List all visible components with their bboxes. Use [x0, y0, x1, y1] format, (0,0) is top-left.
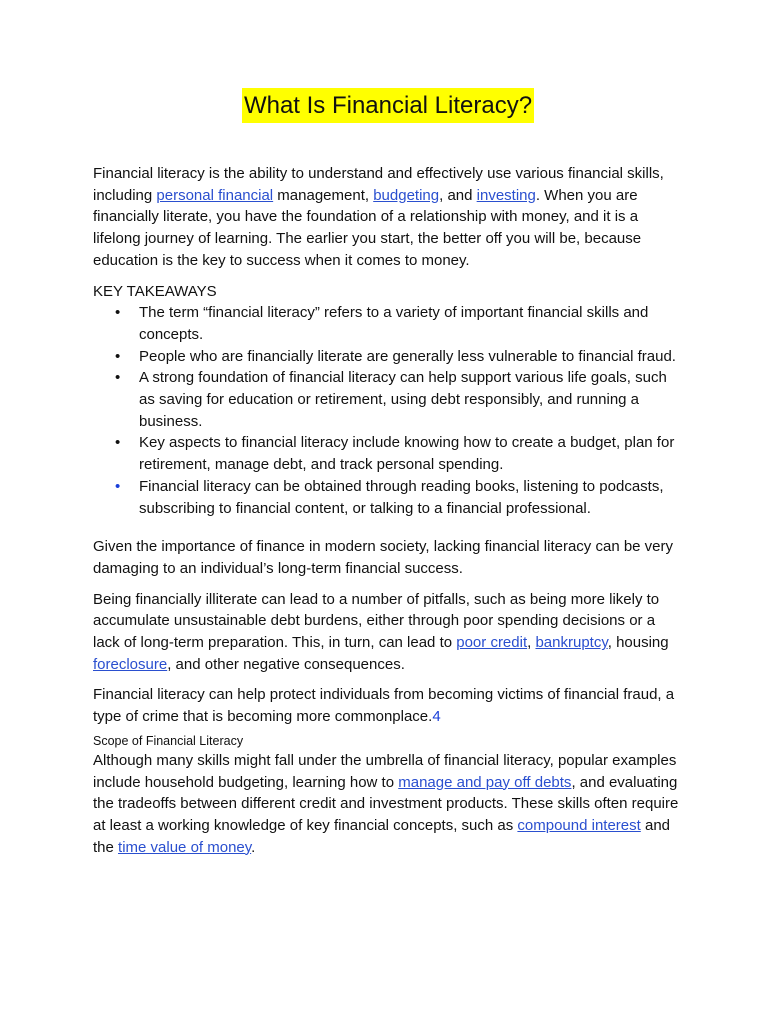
list-item-text: The term “financial literacy” refers to a variety of important financial skills and concepts.: [139, 304, 649, 343]
link-personal-financial[interactable]: personal financial: [156, 186, 274, 204]
being-text-2: ,: [527, 634, 536, 652]
link-investing[interactable]: investing: [476, 186, 536, 204]
link-bankruptcy[interactable]: bankruptcy: [535, 634, 608, 652]
scope-paragraph: [93, 750, 683, 859]
title-wrap: [93, 88, 683, 123]
scope-text-4: .: [251, 838, 256, 856]
intro-text-1: Financial literacy is the ability to understand and effectively use various financial skills, including: [93, 165, 664, 204]
protect-text: Financial literacy can help protect individuals from becoming victims of financial fraud, a type of crime that is becoming more commonplace.: [93, 686, 675, 726]
scope-text-2: , and evaluating the tradeoffs between different credit and investment products. These skills often require at least a working knowledge of key financial concepts, such as: [93, 773, 679, 834]
protect-paragraph: [93, 684, 683, 727]
scope-text-3: and the: [93, 816, 671, 856]
list-item-text: Financial literacy can be obtained through reading books, listening to podcasts, subscribing to financial content, or talking to a financial professional.: [139, 477, 664, 517]
list-item: [93, 476, 683, 519]
key-takeaways-heading: KEY TAKEAWAYS: [93, 282, 217, 300]
document-page: [93, 88, 683, 858]
link-foreclosure[interactable]: foreclosure: [93, 655, 168, 673]
bullet-icon: •: [115, 347, 121, 365]
given-paragraph: Given the importance of finance in modern society, lacking financial literacy can be very damaging to an individual’s long-term financial success.: [93, 538, 674, 577]
being-text-3: , housing: [607, 634, 669, 652]
list-item: [93, 367, 683, 432]
bullet-icon: •: [115, 369, 121, 387]
intro-text-4: . When you are financially literate, you have the foundation of a relationship with money, and it is a lifelong journey of learning. The earlier you start, the better off you will be, because education is the key to success when it comes to money.: [93, 186, 642, 269]
illiterate-paragraph: [93, 589, 683, 676]
intro-paragraph: [93, 163, 683, 272]
list-item-text: People who are financially literate are generally less vulnerable to financial fraud.: [139, 347, 676, 365]
link-time-value-of-money[interactable]: time value of money: [118, 838, 252, 856]
intro-text-3: , and: [439, 186, 477, 204]
bullet-icon: •: [115, 434, 121, 452]
list-item-text: Key aspects to financial literacy include knowing how to create a budget, plan for retirement, manage debt, and track personal spending.: [139, 434, 675, 474]
list-item: [93, 346, 683, 368]
scope-text-1: Although many skills might fall under the umbrella of financial literacy, popular examples include household budgeting, learning how to: [93, 751, 677, 791]
link-compound-interest[interactable]: compound interest: [517, 816, 641, 834]
page-title: What Is Financial Literacy?: [242, 88, 534, 123]
key-takeaways-list: [93, 302, 683, 519]
link-manage-debts[interactable]: manage and pay off debts: [398, 773, 572, 791]
list-item: [93, 432, 683, 475]
being-text-4: , and other negative consequences.: [167, 655, 405, 673]
reference-marker: 4: [432, 708, 441, 726]
list-item-text: A strong foundation of financial literacy can help support various life goals, such as saving for education or retirement, using debt responsibly, and running a business.: [139, 369, 667, 430]
list-item: [93, 302, 683, 345]
link-poor-credit[interactable]: poor credit: [456, 634, 528, 652]
being-text-1: Being financially illiterate can lead to a number of pitfalls, such as being more likely to accumulate unsustainable debt burdens, either through poor spending decisions or a lack of long-term preparation. This, in turn, can lead to: [93, 590, 660, 652]
scope-heading: Scope of Financial Literacy: [93, 733, 244, 748]
bullet-icon: •: [115, 477, 121, 495]
intro-text-2: management,: [273, 186, 374, 204]
bullet-icon: •: [115, 304, 121, 322]
link-budgeting[interactable]: budgeting: [373, 186, 440, 204]
